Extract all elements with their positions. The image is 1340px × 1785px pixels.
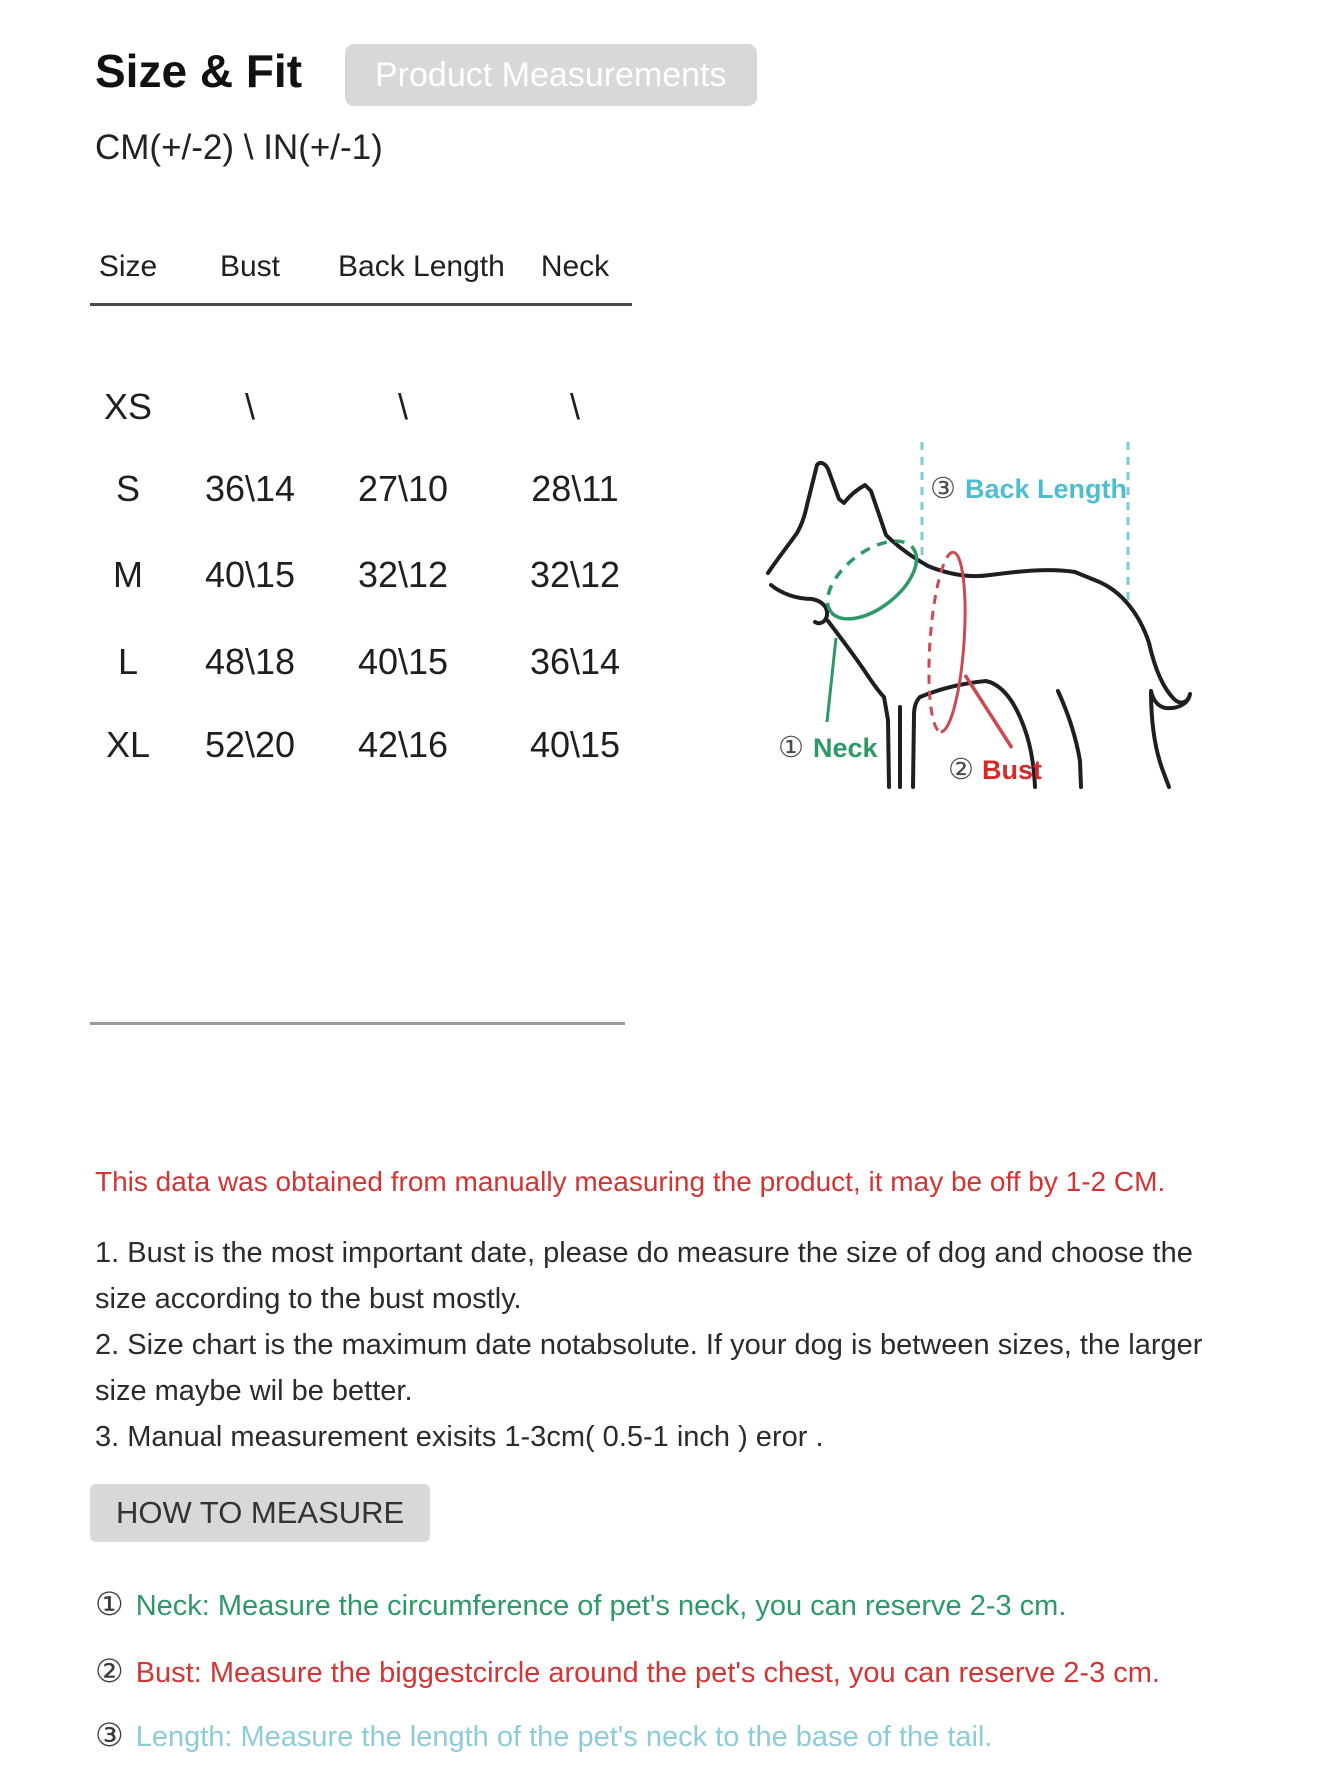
measure-text-bust: Bust: Measure the biggestcircle around the pet's chest, you can reserve 2-3 cm. <box>135 1657 1160 1689</box>
table-row-l <box>0 641 700 691</box>
note-line-1: 1. Bust is the most important date, please do measure the size of dog and choose the <box>95 1237 1193 1269</box>
bust-ellipse <box>924 551 970 733</box>
note-line-3: 2. Size chart is the maximum date notabsolute. If your dog is between sizes, the larger <box>95 1329 1203 1361</box>
cell-back-length: 27\10 <box>357 468 449 509</box>
cell-size: XL <box>105 724 151 765</box>
neck-ellipse-solid <box>831 548 930 634</box>
neck-ellipse-dashed <box>814 526 913 612</box>
dog-diagram <box>660 375 1220 795</box>
cell-size: S <box>115 468 140 509</box>
cell-back-length: 40\15 <box>357 641 449 682</box>
note-line-5: 3. Manual measurement exisits 1-3cm( 0.5-1 inch ) eror . <box>95 1421 824 1453</box>
bust-ellipse-solid <box>941 552 971 733</box>
cell-neck: 32\12 <box>529 554 621 595</box>
bust-num: ② <box>948 754 974 786</box>
header-cell-size: Size <box>98 250 158 283</box>
measure-num-3: ③ <box>95 1717 124 1753</box>
cell-neck: 28\11 <box>531 468 619 509</box>
warning-text: This data was obtained from manually measuring the product, it may be off by 1-2 CM. <box>95 1166 1166 1197</box>
table-row-s <box>0 468 700 518</box>
notes <box>95 1230 1275 1460</box>
header-cell-bust: Bust <box>219 250 281 283</box>
table-row-m <box>0 554 700 604</box>
table-header-row <box>0 250 700 300</box>
cell-neck: \ <box>569 386 580 427</box>
table-row-xs <box>0 386 700 436</box>
measure-text-neck: Neck: Measure the circumference of pet's neck, you can reserve 2-3 cm. <box>135 1590 1067 1622</box>
how-to-measure-title: HOW TO MEASURE <box>90 1484 430 1542</box>
cell-neck: 40\15 <box>529 724 621 765</box>
back-length-guides <box>922 442 1128 603</box>
page-title: Size & Fit <box>95 45 303 97</box>
measure-item-bust <box>95 1652 1160 1690</box>
cell-size: XS <box>103 386 153 427</box>
cell-back-length: 32\12 <box>357 554 449 595</box>
bust-label: Bust <box>982 755 1042 785</box>
cell-bust: 36\14 <box>204 468 296 509</box>
neck-ellipse <box>814 526 930 634</box>
dog-rear-leg2-path <box>1058 691 1081 787</box>
back-length-label: Back Length <box>965 474 1128 504</box>
cell-back-length: 42\16 <box>357 724 449 765</box>
measure-num-1: ① <box>95 1586 124 1622</box>
measure-item-neck <box>95 1585 1066 1623</box>
header-cell-back-length: Back Length <box>338 250 505 283</box>
product-measurements-badge: Product Measurements <box>345 44 757 106</box>
section-divider <box>90 1022 625 1025</box>
cell-bust: 48\18 <box>204 641 296 682</box>
dog-jaw-path <box>771 585 827 623</box>
table-underline <box>90 303 632 306</box>
cell-size: L <box>117 641 139 682</box>
unit-note: CM(+/-2) \ IN(+/-1) <box>95 128 383 167</box>
table-row-xl <box>0 724 700 774</box>
bust-ellipse-dashed <box>924 551 954 732</box>
cell-back-length: \ <box>397 386 408 427</box>
neck-label: Neck <box>813 733 878 763</box>
neck-leader-line <box>827 638 836 722</box>
measure-item-length <box>95 1716 992 1754</box>
measure-text-length: Length: Measure the length of the pet's neck to the base of the tail. <box>135 1721 993 1753</box>
bust-leader-line <box>965 675 1012 748</box>
cell-neck: 36\14 <box>529 641 621 682</box>
measure-num-2: ② <box>95 1653 124 1689</box>
header-cell-neck: Neck <box>540 250 610 283</box>
back-length-num: ③ <box>930 473 956 505</box>
note-line-2: size according to the bust mostly. <box>95 1283 522 1315</box>
neck-num: ① <box>778 732 804 764</box>
cell-size: M <box>113 554 143 595</box>
cell-bust: \ <box>244 386 255 427</box>
cell-bust: 52\20 <box>204 724 296 765</box>
cell-bust: 40\15 <box>204 554 296 595</box>
note-line-4: size maybe wil be better. <box>95 1375 413 1407</box>
